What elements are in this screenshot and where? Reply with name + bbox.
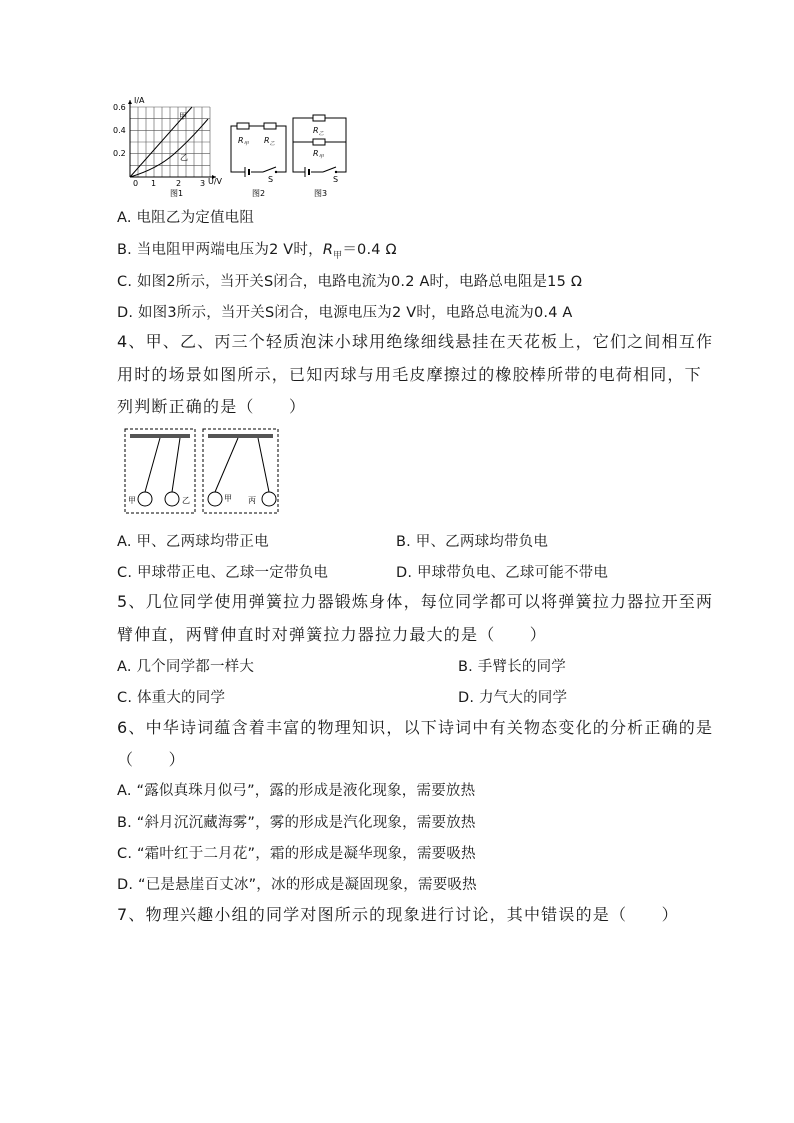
c3-r1: $R_乙$: [313, 126, 324, 137]
q3-option-c: C. 如图2所示，当开关S闭合，电路电流为0.2 A时，电路总电阻是15 Ω: [117, 274, 583, 290]
c2-r1: $R_甲$: [238, 136, 249, 147]
y-tick-06: 0.6: [113, 103, 126, 112]
q5-option-a: A. 几个同学都一样大: [117, 659, 255, 675]
x-axis-label: U/V: [208, 177, 223, 186]
caption-fig2: 图2: [252, 189, 266, 198]
ball-bing: [262, 492, 276, 506]
q4-option-d: D. 甲球带负电、乙球可能不带电: [396, 565, 609, 581]
q3-option-b: [117, 238, 397, 261]
label-jia-left: 甲: [128, 496, 136, 505]
q6-option-d: D. “已是悬崖百丈冰”，冰的形成是凝固现象，需要吸热: [117, 877, 477, 893]
q6-stem-line2: （ ）: [117, 750, 186, 769]
q3-option-b-prefix: B. 当电阻甲两端电压为2 V时，: [117, 242, 323, 258]
q6-option-c: C. “霜叶红于二月花”，霜的形成是凝华现象，需要吸热: [117, 846, 476, 862]
label-jia-right: 甲: [224, 494, 232, 503]
q5-option-c: C. 体重大的同学: [117, 690, 226, 706]
q3-option-b-r: R: [322, 242, 334, 258]
q4-stem-line1: 4、甲、乙、丙三个轻质泡沫小球用绝缘细线悬挂在天花板上，它们之间相互作: [117, 332, 714, 351]
x-tick-3: 3: [200, 179, 206, 188]
caption-fig1: 图1: [170, 189, 184, 198]
circuit-parallel: [293, 115, 346, 198]
circuit-series: [231, 123, 286, 198]
q3-option-d: D. 如图3所示，当开关S闭合，电源电压为2 V时，电路总电流为0.4 A: [117, 305, 573, 321]
y-axis-label: I/A: [134, 96, 145, 105]
label-yi: 乙: [182, 496, 190, 505]
c2-r2: $R_乙$: [264, 136, 275, 147]
q6-stem-line1: 6、中华诗词蕴含着丰富的物理知识，以下诗词中有关物态变化的分析正确的是: [117, 718, 714, 737]
q5-stem-line2: 臂伸直，两臂伸直时对弹簧拉力器拉力最大的是（ ）: [117, 625, 548, 644]
q4-stem-line3: 列判断正确的是（ ）: [117, 397, 307, 416]
c3-r2: $R_甲$: [313, 149, 324, 160]
q3-option-a: A. 电阻乙为定值电阻: [117, 210, 255, 226]
x-tick-2: 2: [176, 179, 182, 188]
c2-switch-label: S: [268, 175, 274, 184]
q5-option-b: B. 手臂长的同学: [458, 659, 566, 675]
q3-option-b-value: ＝0.4 Ω: [342, 242, 397, 258]
q4-option-c: C. 甲球带正电、乙球一定带负电: [117, 565, 329, 581]
q7-stem-line1: 7、物理兴趣小组的同学对图所示的现象进行讨论，其中错误的是（ ）: [117, 905, 679, 924]
line-yi: [130, 119, 208, 177]
ball-yi: [165, 492, 179, 506]
ball-jia-right: [208, 492, 222, 506]
q5-option-d: D. 力气大的同学: [458, 690, 568, 706]
q6-option-b: B. “斜月沉沉藏海雾”，雾的形成是汽化现象，需要放热: [117, 815, 476, 831]
y-tick-04: 0.4: [113, 126, 126, 135]
q4-stem-line2: 用时的场景如图所示，已知丙球与用毛皮摩擦过的橡胶棒所带的电荷相同，下: [117, 365, 702, 384]
x-tick-0: 0: [133, 179, 139, 188]
x-tick-1: 1: [151, 179, 157, 188]
q4-option-a: A. 甲、乙两球均带正电: [117, 534, 269, 550]
iu-graph: [113, 96, 223, 198]
circuit-figure: [112, 92, 362, 202]
q4-option-b: B. 甲、乙两球均带负电: [396, 534, 549, 550]
pith-balls-figure: [120, 424, 285, 519]
y-tick-02: 0.2: [113, 149, 126, 158]
ball-jia-left: [138, 492, 152, 506]
line-label-yi: 乙: [180, 153, 188, 162]
line-label-jia: 甲: [179, 112, 187, 121]
q5-stem-line1: 5、几位同学使用弹簧拉力器锻炼身体，每位同学都可以将弹簧拉力器拉开至两: [117, 592, 714, 611]
q3-option-b-sub: 甲: [333, 250, 343, 261]
q6-option-a: A. “露似真珠月似弓”，露的形成是液化现象，需要放热: [117, 783, 476, 799]
c3-switch-label: S: [333, 175, 339, 184]
label-bing: 丙: [248, 496, 256, 505]
caption-fig3: 图3: [314, 189, 328, 198]
